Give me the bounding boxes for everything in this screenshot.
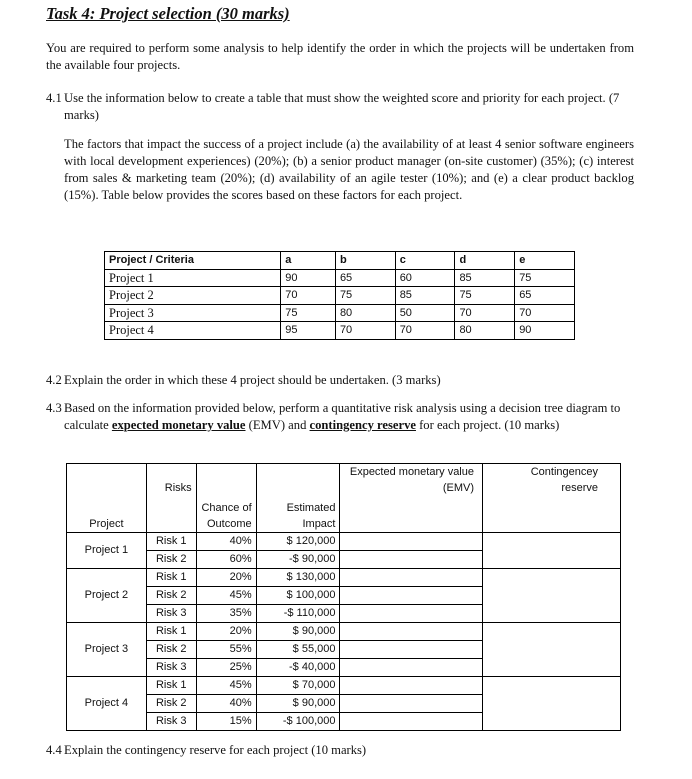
intro-text: You are required to perform some analysis to help identify the order in which the projects will be undertaken from the available four projects.	[46, 41, 634, 72]
emv-input-cell[interactable]	[340, 695, 483, 713]
impact-cell: $ 120,000	[256, 533, 340, 551]
score-cell: 85	[395, 287, 455, 305]
score-cell: 70	[395, 322, 455, 340]
header-cell: d	[455, 252, 515, 270]
header-chance: Chance of Outcome	[196, 464, 256, 533]
score-cell: 65	[335, 269, 395, 287]
criteria-table	[104, 251, 575, 340]
chance-cell: 45%	[196, 587, 256, 605]
project-name-cell: Project 1	[105, 269, 281, 287]
table-row	[105, 304, 575, 322]
emv-input-cell[interactable]	[340, 533, 483, 551]
table-row	[67, 623, 621, 641]
table-row	[105, 287, 575, 305]
q43-text	[64, 400, 634, 434]
impact-cell: $ 90,000	[256, 623, 340, 641]
chance-cell: 35%	[196, 605, 256, 623]
reserve-input-cell[interactable]	[483, 677, 621, 731]
header-cell: a	[281, 252, 336, 270]
q44-text: Explain the contingency reserve for each project (10 marks)	[64, 743, 367, 757]
q41-number: 4.1	[46, 91, 62, 105]
q43-post: for each project. (10 marks)	[415, 418, 560, 432]
score-cell: 90	[515, 322, 575, 340]
header-risks: Risks	[146, 464, 196, 533]
task-title: Task 4: Project selection (30 marks)	[46, 4, 290, 23]
project-name-cell: Project 3	[105, 304, 281, 322]
chance-cell: 40%	[196, 533, 256, 551]
header-cell: Project / Criteria	[105, 252, 281, 270]
emv-input-cell[interactable]	[340, 569, 483, 587]
score-cell: 75	[335, 287, 395, 305]
risk-name-cell: Risk 2	[146, 695, 196, 713]
project-name-cell: Project 3	[67, 623, 147, 677]
impact-cell: -$ 90,000	[256, 551, 340, 569]
score-cell: 85	[455, 269, 515, 287]
impact-cell: $ 90,000	[256, 695, 340, 713]
score-cell: 80	[455, 322, 515, 340]
table-header-row	[105, 252, 575, 270]
impact-cell: $ 130,000	[256, 569, 340, 587]
risk-name-cell: Risk 3	[146, 713, 196, 731]
header-cell: e	[515, 252, 575, 270]
q43-pre: Based on the information provided below, perform a quantitative risk analysis using a decision tree diagram to calculate	[64, 401, 621, 432]
q43-number: 4.3	[46, 401, 62, 415]
emv-input-cell[interactable]	[340, 605, 483, 623]
contingency-term: contingency reserve	[309, 418, 416, 432]
header-project: Project	[67, 464, 147, 533]
q41-text: Use the information below to create a table that must show the weighted score and priority for each project. (7 marks)	[64, 91, 620, 122]
chance-cell: 45%	[196, 677, 256, 695]
impact-cell: $ 70,000	[256, 677, 340, 695]
factors-paragraph: The factors that impact the success of a project include (a) the availability of at least 4 senior software engineers with local development experiences) (20%); (b) a senior product manager (on-site customer) (35%); (c) interest from sales & marketing team (20%); (d) availability of an agile tester (10%); and (e) a clear product backlog (15%). Table below provides the scores based on these factors for each project.	[64, 137, 634, 202]
table-row	[67, 677, 621, 695]
score-cell: 50	[395, 304, 455, 322]
emv-input-cell[interactable]	[340, 659, 483, 677]
header-reserve: Contingencey reserve	[483, 464, 621, 533]
project-name-cell: Project 4	[105, 322, 281, 340]
emv-input-cell[interactable]	[340, 713, 483, 731]
score-cell: 70	[455, 304, 515, 322]
chance-cell: 25%	[196, 659, 256, 677]
risk-name-cell: Risk 1	[146, 533, 196, 551]
impact-cell: -$ 40,000	[256, 659, 340, 677]
emv-term: expected monetary value	[111, 418, 246, 432]
risk-name-cell: Risk 2	[146, 641, 196, 659]
chance-cell: 20%	[196, 623, 256, 641]
header-emv: Expected monetary value (EMV)	[340, 464, 483, 533]
risk-name-cell: Risk 1	[146, 677, 196, 695]
score-cell: 90	[281, 269, 336, 287]
project-name-cell: Project 2	[105, 287, 281, 305]
score-cell: 95	[281, 322, 336, 340]
score-cell: 65	[515, 287, 575, 305]
score-cell: 70	[515, 304, 575, 322]
impact-cell: -$ 100,000	[256, 713, 340, 731]
emv-input-cell[interactable]	[340, 677, 483, 695]
chance-cell: 60%	[196, 551, 256, 569]
q42-number: 4.2	[46, 373, 62, 387]
chance-cell: 15%	[196, 713, 256, 731]
project-name-cell: Project 4	[67, 677, 147, 731]
table-row	[67, 569, 621, 587]
q43-mid: (EMV) and	[245, 418, 310, 432]
score-cell: 75	[515, 269, 575, 287]
header-impact: Estimated Impact	[256, 464, 340, 533]
table-row	[67, 533, 621, 551]
reserve-input-cell[interactable]	[483, 569, 621, 623]
project-name-cell: Project 1	[67, 533, 147, 569]
score-cell: 70	[281, 287, 336, 305]
risk-name-cell: Risk 1	[146, 569, 196, 587]
chance-cell: 55%	[196, 641, 256, 659]
q42-text: Explain the order in which these 4 project should be undertaken. (3 marks)	[64, 373, 441, 387]
header-cell: c	[395, 252, 455, 270]
risk-name-cell: Risk 1	[146, 623, 196, 641]
q44-number: 4.4	[46, 743, 62, 757]
project-name-cell: Project 2	[67, 569, 147, 623]
score-cell: 75	[281, 304, 336, 322]
risk-table	[66, 463, 621, 731]
risk-name-cell: Risk 3	[146, 659, 196, 677]
score-cell: 75	[455, 287, 515, 305]
emv-input-cell[interactable]	[340, 623, 483, 641]
header-cell: b	[335, 252, 395, 270]
impact-cell: $ 55,000	[256, 641, 340, 659]
score-cell: 80	[335, 304, 395, 322]
score-cell: 60	[395, 269, 455, 287]
emv-input-cell[interactable]	[340, 587, 483, 605]
table-row	[105, 322, 575, 340]
impact-cell: $ 100,000	[256, 587, 340, 605]
emv-input-cell[interactable]	[340, 551, 483, 569]
risk-name-cell: Risk 2	[146, 551, 196, 569]
emv-input-cell[interactable]	[340, 641, 483, 659]
table-row	[105, 269, 575, 287]
risk-name-cell: Risk 3	[146, 605, 196, 623]
reserve-input-cell[interactable]	[483, 623, 621, 677]
chance-cell: 40%	[196, 695, 256, 713]
chance-cell: 20%	[196, 569, 256, 587]
impact-cell: -$ 110,000	[256, 605, 340, 623]
score-cell: 70	[335, 322, 395, 340]
reserve-input-cell[interactable]	[483, 533, 621, 569]
risk-name-cell: Risk 2	[146, 587, 196, 605]
